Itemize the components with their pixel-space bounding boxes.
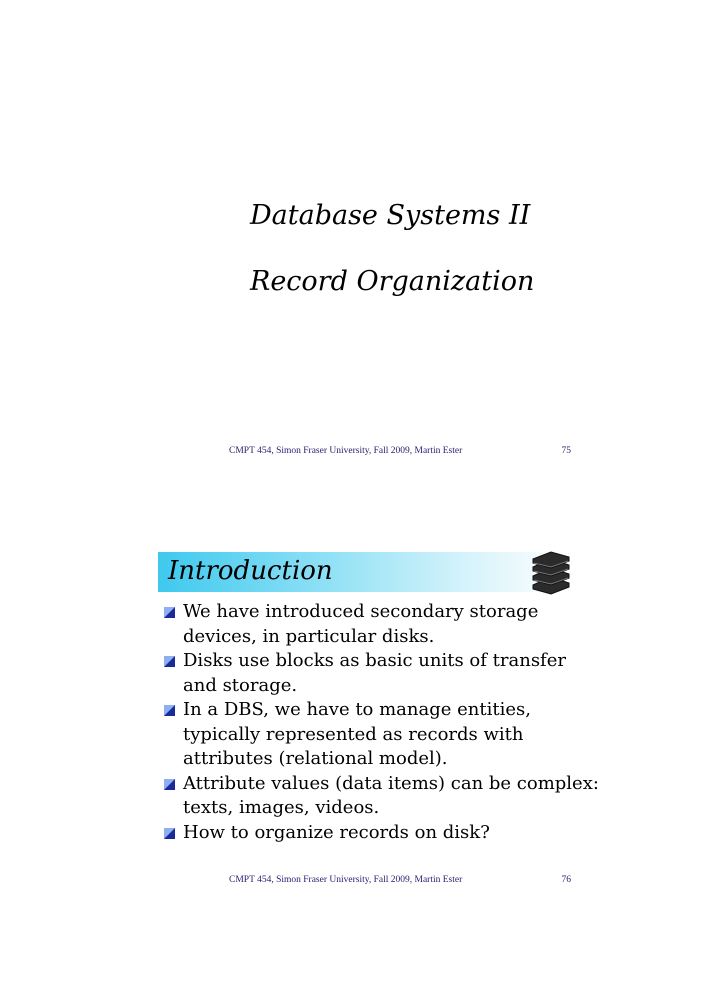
list-item <box>162 649 602 698</box>
list-item <box>162 600 602 649</box>
slide-76 <box>0 495 720 989</box>
bullet-text: How to organize records on disk? <box>183 821 490 843</box>
disk-stack-icon <box>530 551 572 595</box>
footer-text: CMPT 454, Simon Fraser University, Fall 2009, Martin Ester <box>229 446 463 456</box>
bullet-square-icon <box>164 779 175 790</box>
list-item <box>162 698 602 772</box>
bullet-text: Disks use blocks as basic units of transfer and storage. <box>183 650 566 696</box>
bullet-text: We have introduced secondary storage devices, in particular disks. <box>183 601 539 647</box>
page-number: 75 <box>561 446 571 456</box>
page-number: 76 <box>561 875 571 885</box>
bullet-square-icon <box>164 656 175 667</box>
slide-header-bar <box>158 552 570 592</box>
list-item <box>162 772 602 821</box>
footer-text: CMPT 454, Simon Fraser University, Fall 2009, Martin Ester <box>229 875 463 885</box>
list-item <box>162 821 602 846</box>
slide-footer <box>229 446 571 456</box>
slide-footer <box>229 875 571 885</box>
bullet-text: Attribute values (data items) can be complex: texts, images, videos. <box>183 772 599 818</box>
bullet-square-icon <box>164 828 175 839</box>
bullet-square-icon <box>164 607 175 618</box>
slide-title-line-2: Record Organization <box>250 266 535 297</box>
slide-title-line-1: Database Systems II <box>250 200 531 231</box>
bullet-list <box>162 600 602 845</box>
bullet-text: In a DBS, we have to manage entities, typically represented as records with attributes (relational model). <box>183 699 531 769</box>
slide-heading: Introduction <box>168 556 333 586</box>
bullet-square-icon <box>164 705 175 716</box>
